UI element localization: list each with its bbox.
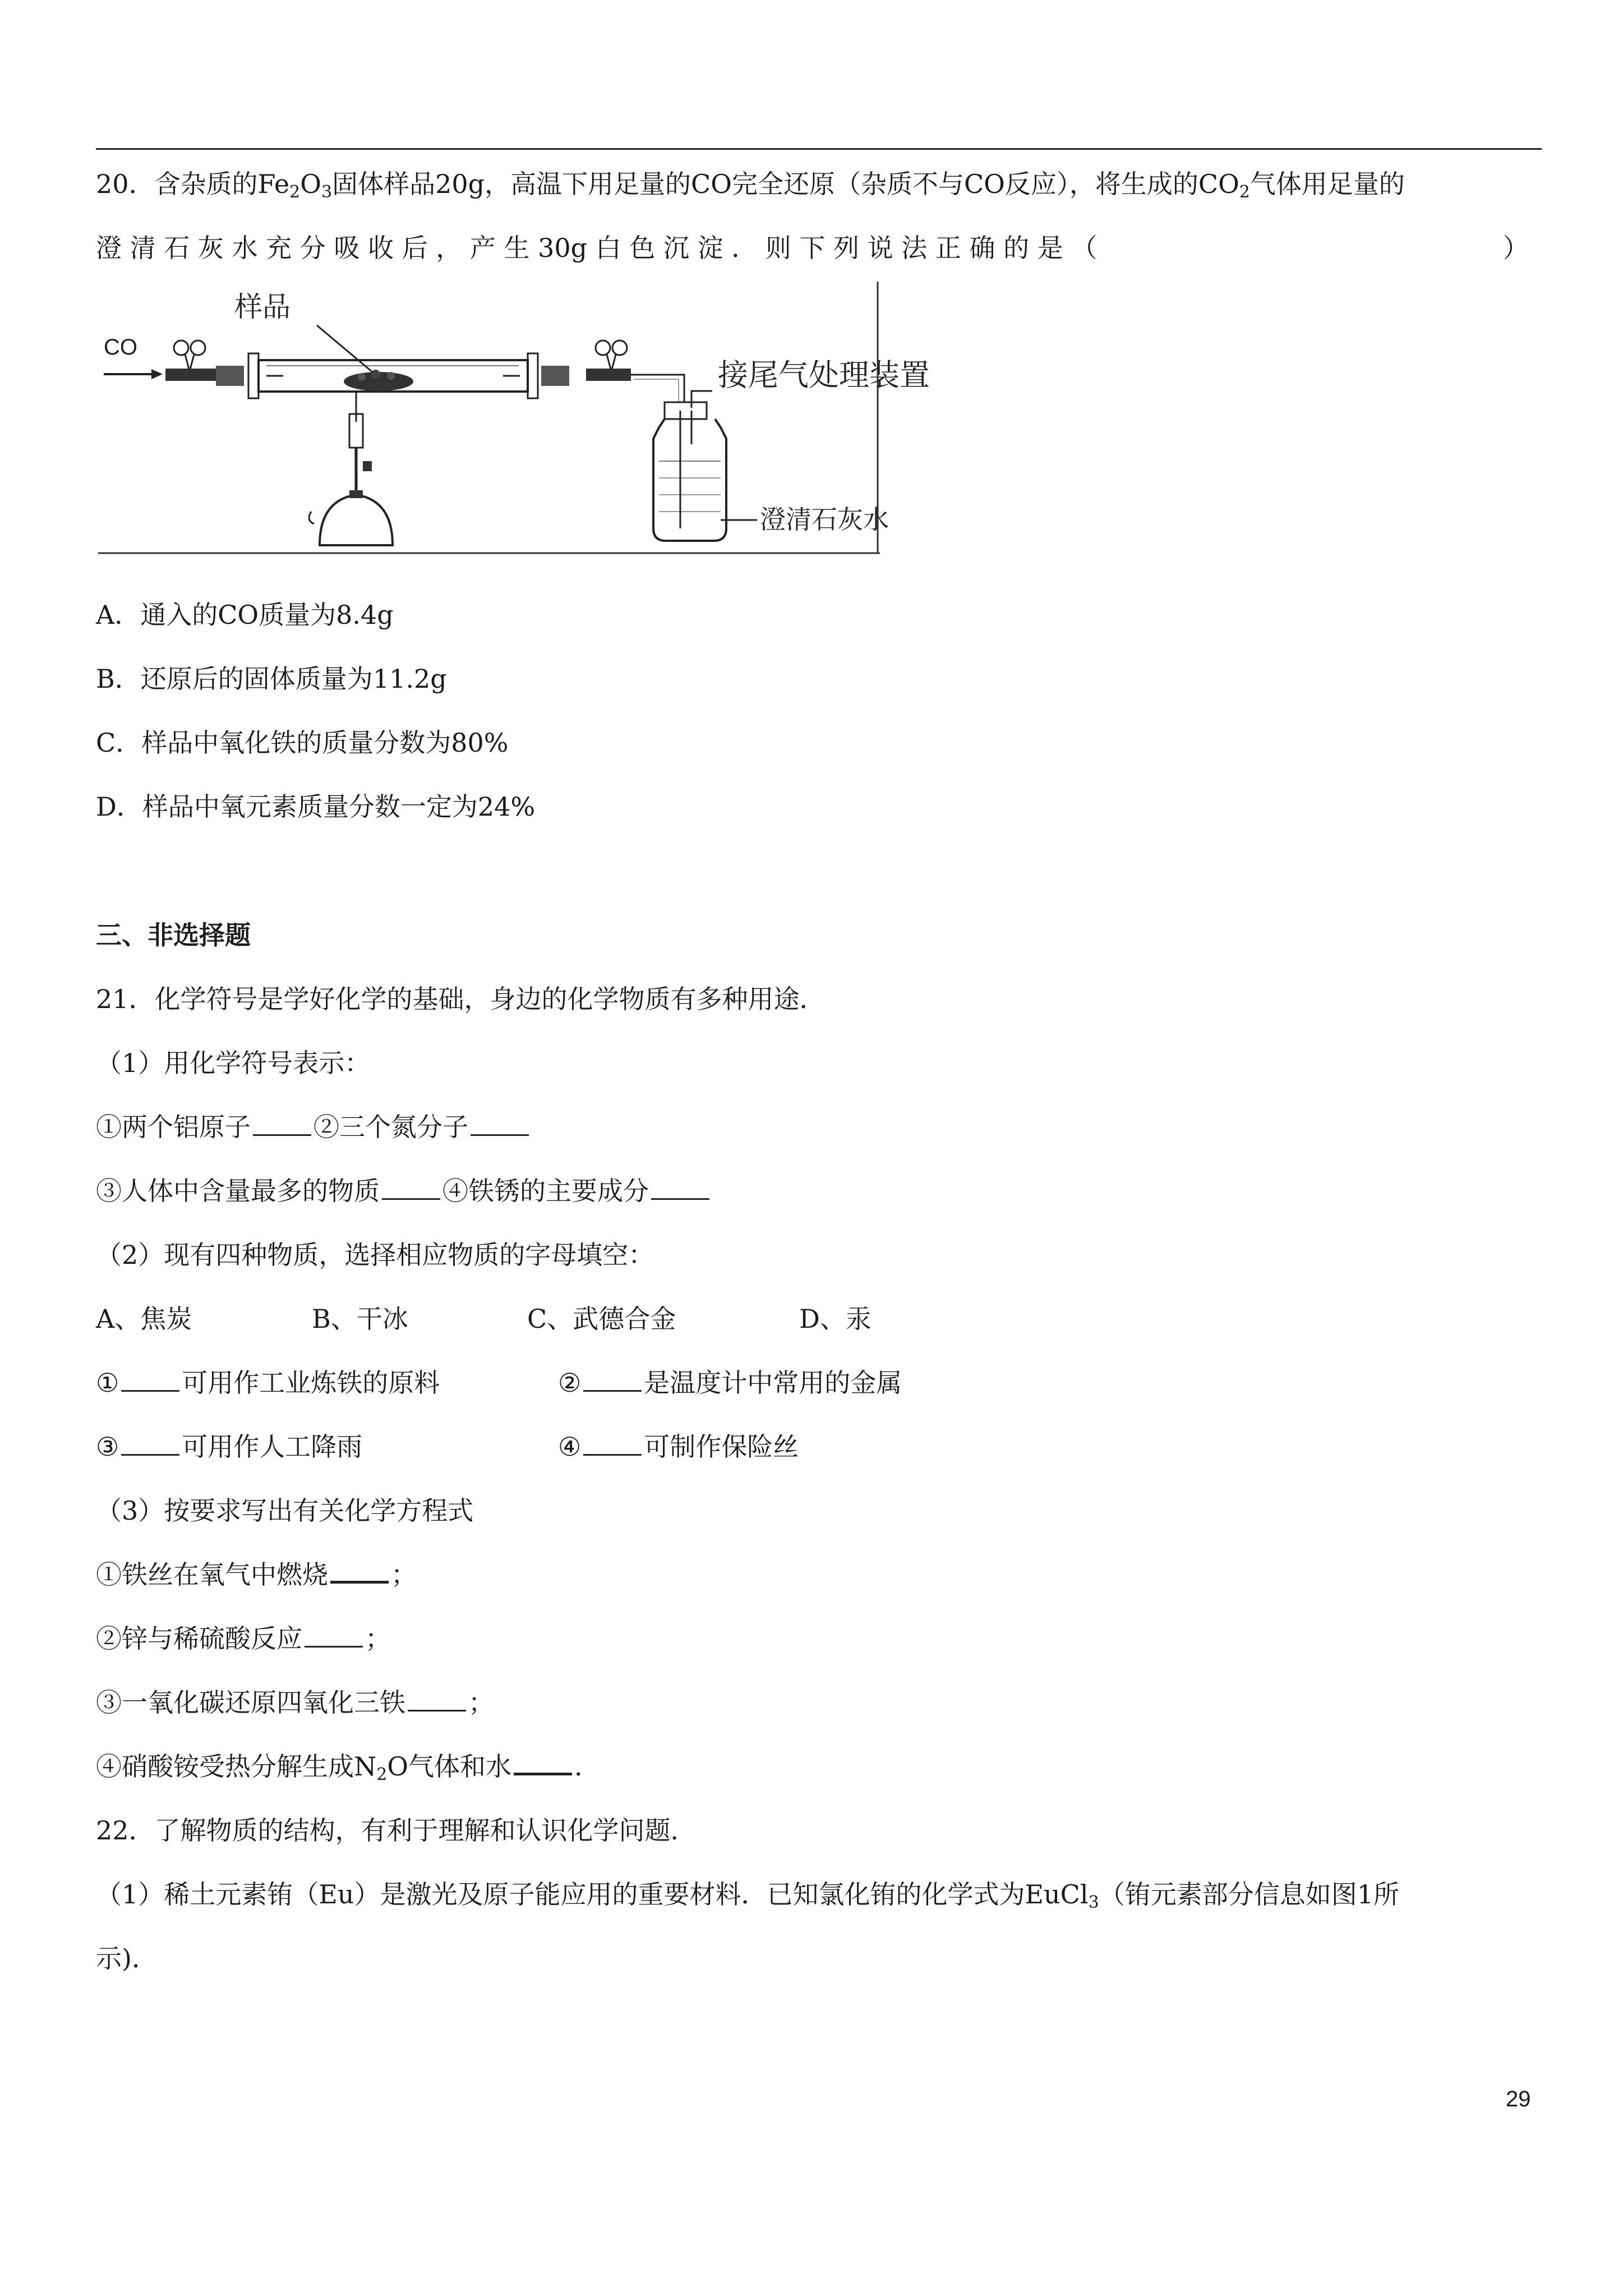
q21-part1-row1: ①两个铝原子 ②三个氮分子	[96, 1110, 531, 1144]
answer-blank[interactable]	[330, 1558, 389, 1584]
answer-blank[interactable]	[305, 1623, 363, 1648]
choice-a: A、焦炭	[96, 1304, 192, 1334]
q21-part3: （3）按要求写出有关化学方程式	[96, 1496, 474, 1526]
q22-stem: 22．了解物质的结构，有利于理解和认识化学问题．	[96, 1815, 697, 1846]
q21-part2-item3: ③ 可用作人工降雨	[96, 1432, 363, 1462]
co-gas-label: CO	[104, 335, 137, 360]
answer-blank[interactable]	[471, 1112, 529, 1136]
answer-blank[interactable]	[514, 1750, 572, 1775]
alcohol-lamp-icon	[309, 490, 393, 545]
q20-answer-paren-close: ）	[1503, 233, 1529, 263]
answer-blank[interactable]	[253, 1112, 311, 1136]
q21-part1-row2: ③人体中含量最多的物质 ④铁锈的主要成分	[96, 1174, 712, 1208]
q21-part2-item1: ① 可用作工业炼铁的原料	[96, 1368, 440, 1398]
q20-option-a: A．通入的CO质量为8.4g	[96, 600, 394, 630]
q21-equation3: ③一氧化碳还原四氧化三铁 ；	[96, 1687, 494, 1718]
q21-part1: （1）用化学符号表示：	[96, 1048, 371, 1078]
answer-blank[interactable]	[583, 1432, 642, 1456]
answer-blank[interactable]	[651, 1176, 709, 1200]
choice-c: C、武德合金	[527, 1304, 676, 1334]
answer-blank[interactable]	[408, 1687, 466, 1711]
apparatus-diagram	[98, 282, 930, 556]
q20-option-b: B．还原后的固体质量为11.2g	[96, 664, 447, 694]
q20-apparatus-figure	[98, 282, 930, 556]
header-rule	[96, 148, 1542, 150]
q20-stem-line1: 20．含杂质的$Fe_2O_3$固体样品20g，高温下用足量的CO完全还原（杂质不与CO反应），将生成的$CO_2$气体用足量的	[96, 169, 1405, 202]
q20-option-d: D．样品中氧元素质量分数一定为24%	[96, 792, 536, 822]
left-clamp-icon	[165, 341, 216, 381]
sample-label: 样品	[234, 291, 291, 323]
answer-blank[interactable]	[583, 1368, 642, 1392]
choice-b: B、干冰	[312, 1304, 408, 1334]
choice-d: D、汞	[799, 1304, 872, 1334]
answer-blank[interactable]	[382, 1176, 440, 1200]
q21-part2: （2）现有四种物质，选择相应物质的字母填空：	[96, 1240, 654, 1270]
page-number: 29	[1506, 2087, 1531, 2111]
answer-blank[interactable]	[121, 1432, 179, 1456]
q20-stem-line2: 澄 清 石 灰 水 充 分 吸 收 后 ， 产 生 30g 白 色 沉 淀 ． 则 下 列 说 法 正 确 的 是 （	[96, 233, 1098, 263]
q21-equation2: ②锌与稀硫酸反应 ；	[96, 1623, 391, 1654]
gas-washing-bottle-icon	[653, 391, 726, 541]
q22-part1: （1）稀土元素铕（Eu）是激光及原子能应用的重要材料．已知氯化铕的化学式为EuCl$_3$（铕元素部分信息如图1所	[96, 1879, 1399, 1912]
answer-blank[interactable]	[121, 1368, 179, 1392]
q21-equation1: ①铁丝在氧气中燃烧 ；	[96, 1559, 417, 1590]
limewater-label: 澄清石灰水	[760, 505, 889, 534]
iron-stand-icon	[349, 392, 372, 492]
q20-option-c: C．样品中氧化铁的质量分数为80%	[96, 728, 509, 758]
q21-stem: 21．化学符号是学好化学的基础，身边的化学物质有多种用途．	[96, 984, 826, 1014]
sample-pile-icon	[344, 370, 413, 391]
q22-part1-continued: 示)．	[96, 1943, 158, 1973]
tail-gas-label: 接尾气处理装置	[718, 358, 930, 392]
right-clamp-icon	[586, 341, 631, 381]
q21-part2-item2: ② 是温度计中常用的金属	[558, 1368, 902, 1398]
q21-part2-item4: ④ 可制作保险丝	[558, 1432, 799, 1462]
q21-equation4: ④硝酸铵受热分解生成$N_2O$气体和水 ．	[96, 1751, 601, 1784]
section-title: 三、非选择题	[96, 920, 251, 950]
